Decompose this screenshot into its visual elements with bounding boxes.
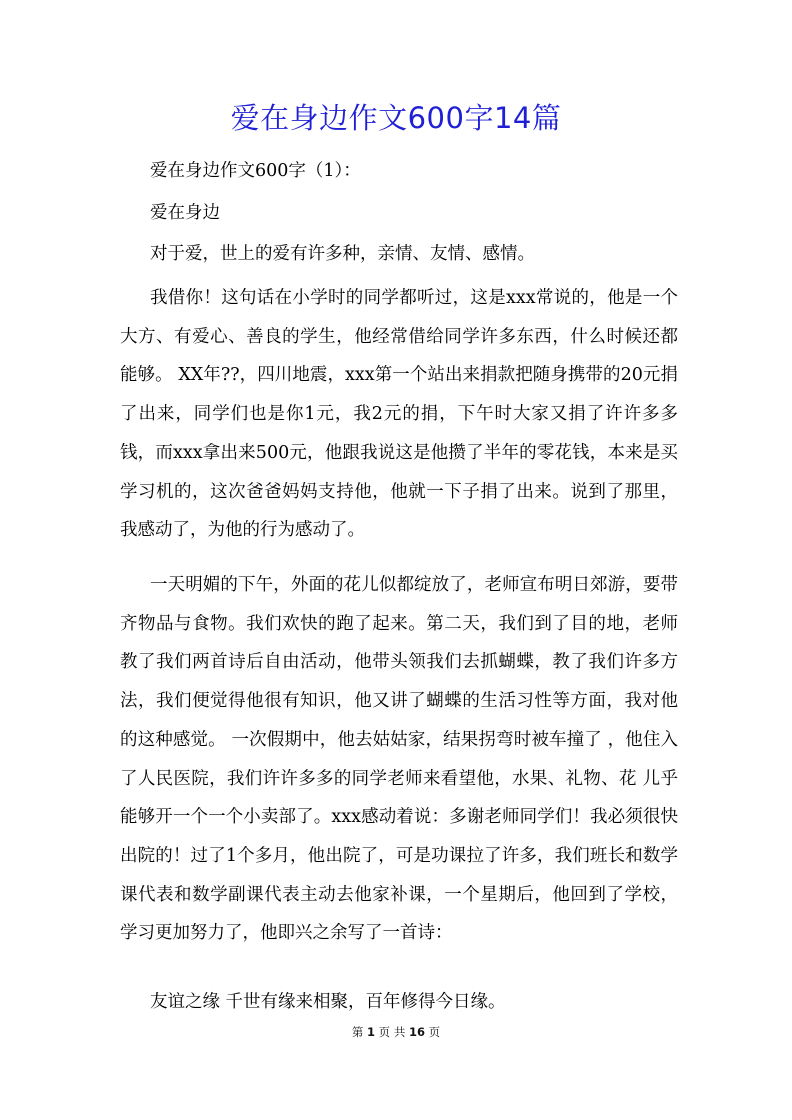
document-title: 爱在身边作文600字14篇 [230,101,562,135]
paragraph-intro: 对于爱，世上的爱有许多种，亲情、友情、感情。 [150,244,535,264]
page-footer [0,1024,792,1040]
paragraph-poem: 友谊之缘 千世有缘来相聚，百年修得今日缘。 [150,992,506,1012]
footer-total-pages: 16 [408,1025,425,1039]
paragraph-subtitle: 爱在身边作文600字（1）： [150,161,361,181]
footer-middle: 页 共 [378,1025,406,1039]
paragraph-body-2: 一天明媚的下午，外面的花儿似都绽放了，老师宣布明日郊游，要带齐物品与食物。我们欢快的跑了起来。第二天，我们到了目的地，老师教了我们两首诗后自由活动，他带头领我们去抓蝴蝶，教了我们许多方法，我们便觉得他很有知识，他又讲了蝴蝶的生活习性等方面，我对他的这种感觉。 一次假期中，他去姑姑家，结果拐弯时被车撞了 ，他住入了人民医院，我们许许多多的同学老师来看望他，水果、礼物、花 儿乎能够开一个一个小卖部了。xxx感动着说：多谢老师同学们！我必须很快出院的！过了1个多月，他出院了，可是功课拉了许多，我们班长和数学课代表和数学副课代表主动去他家补课，一个星期后，他回到了学校，学习更加努力了，他即兴之余写了一首诗： [120,575,678,944]
paragraph-essay-title: 爱在身边 [150,203,220,223]
footer-prefix: 第 [351,1025,364,1039]
paragraph-body-1: 我借你！这句话在小学时的同学都听过，这是xxx常说的，他是一个大方、有爱心、善良的学生，他经常借给同学许多东西，什么时候还都能够。 XX年??，四川地震，xxx第一个站出来捐款把随身携带的20元捐了出来，同学们也是你1元，我2元的捐，下午时大家又捐了许许多多钱，而xxx拿出来500元，他跟我说这是他攒了半年的零花钱，本来是买学习机的，这次爸爸妈妈支持他，他就一下子捐了出来。说到了那里，我感动了，为他的行为感动了。 [120,288,678,541]
footer-suffix: 页 [428,1025,441,1039]
footer-page-number: 1 [367,1025,376,1039]
